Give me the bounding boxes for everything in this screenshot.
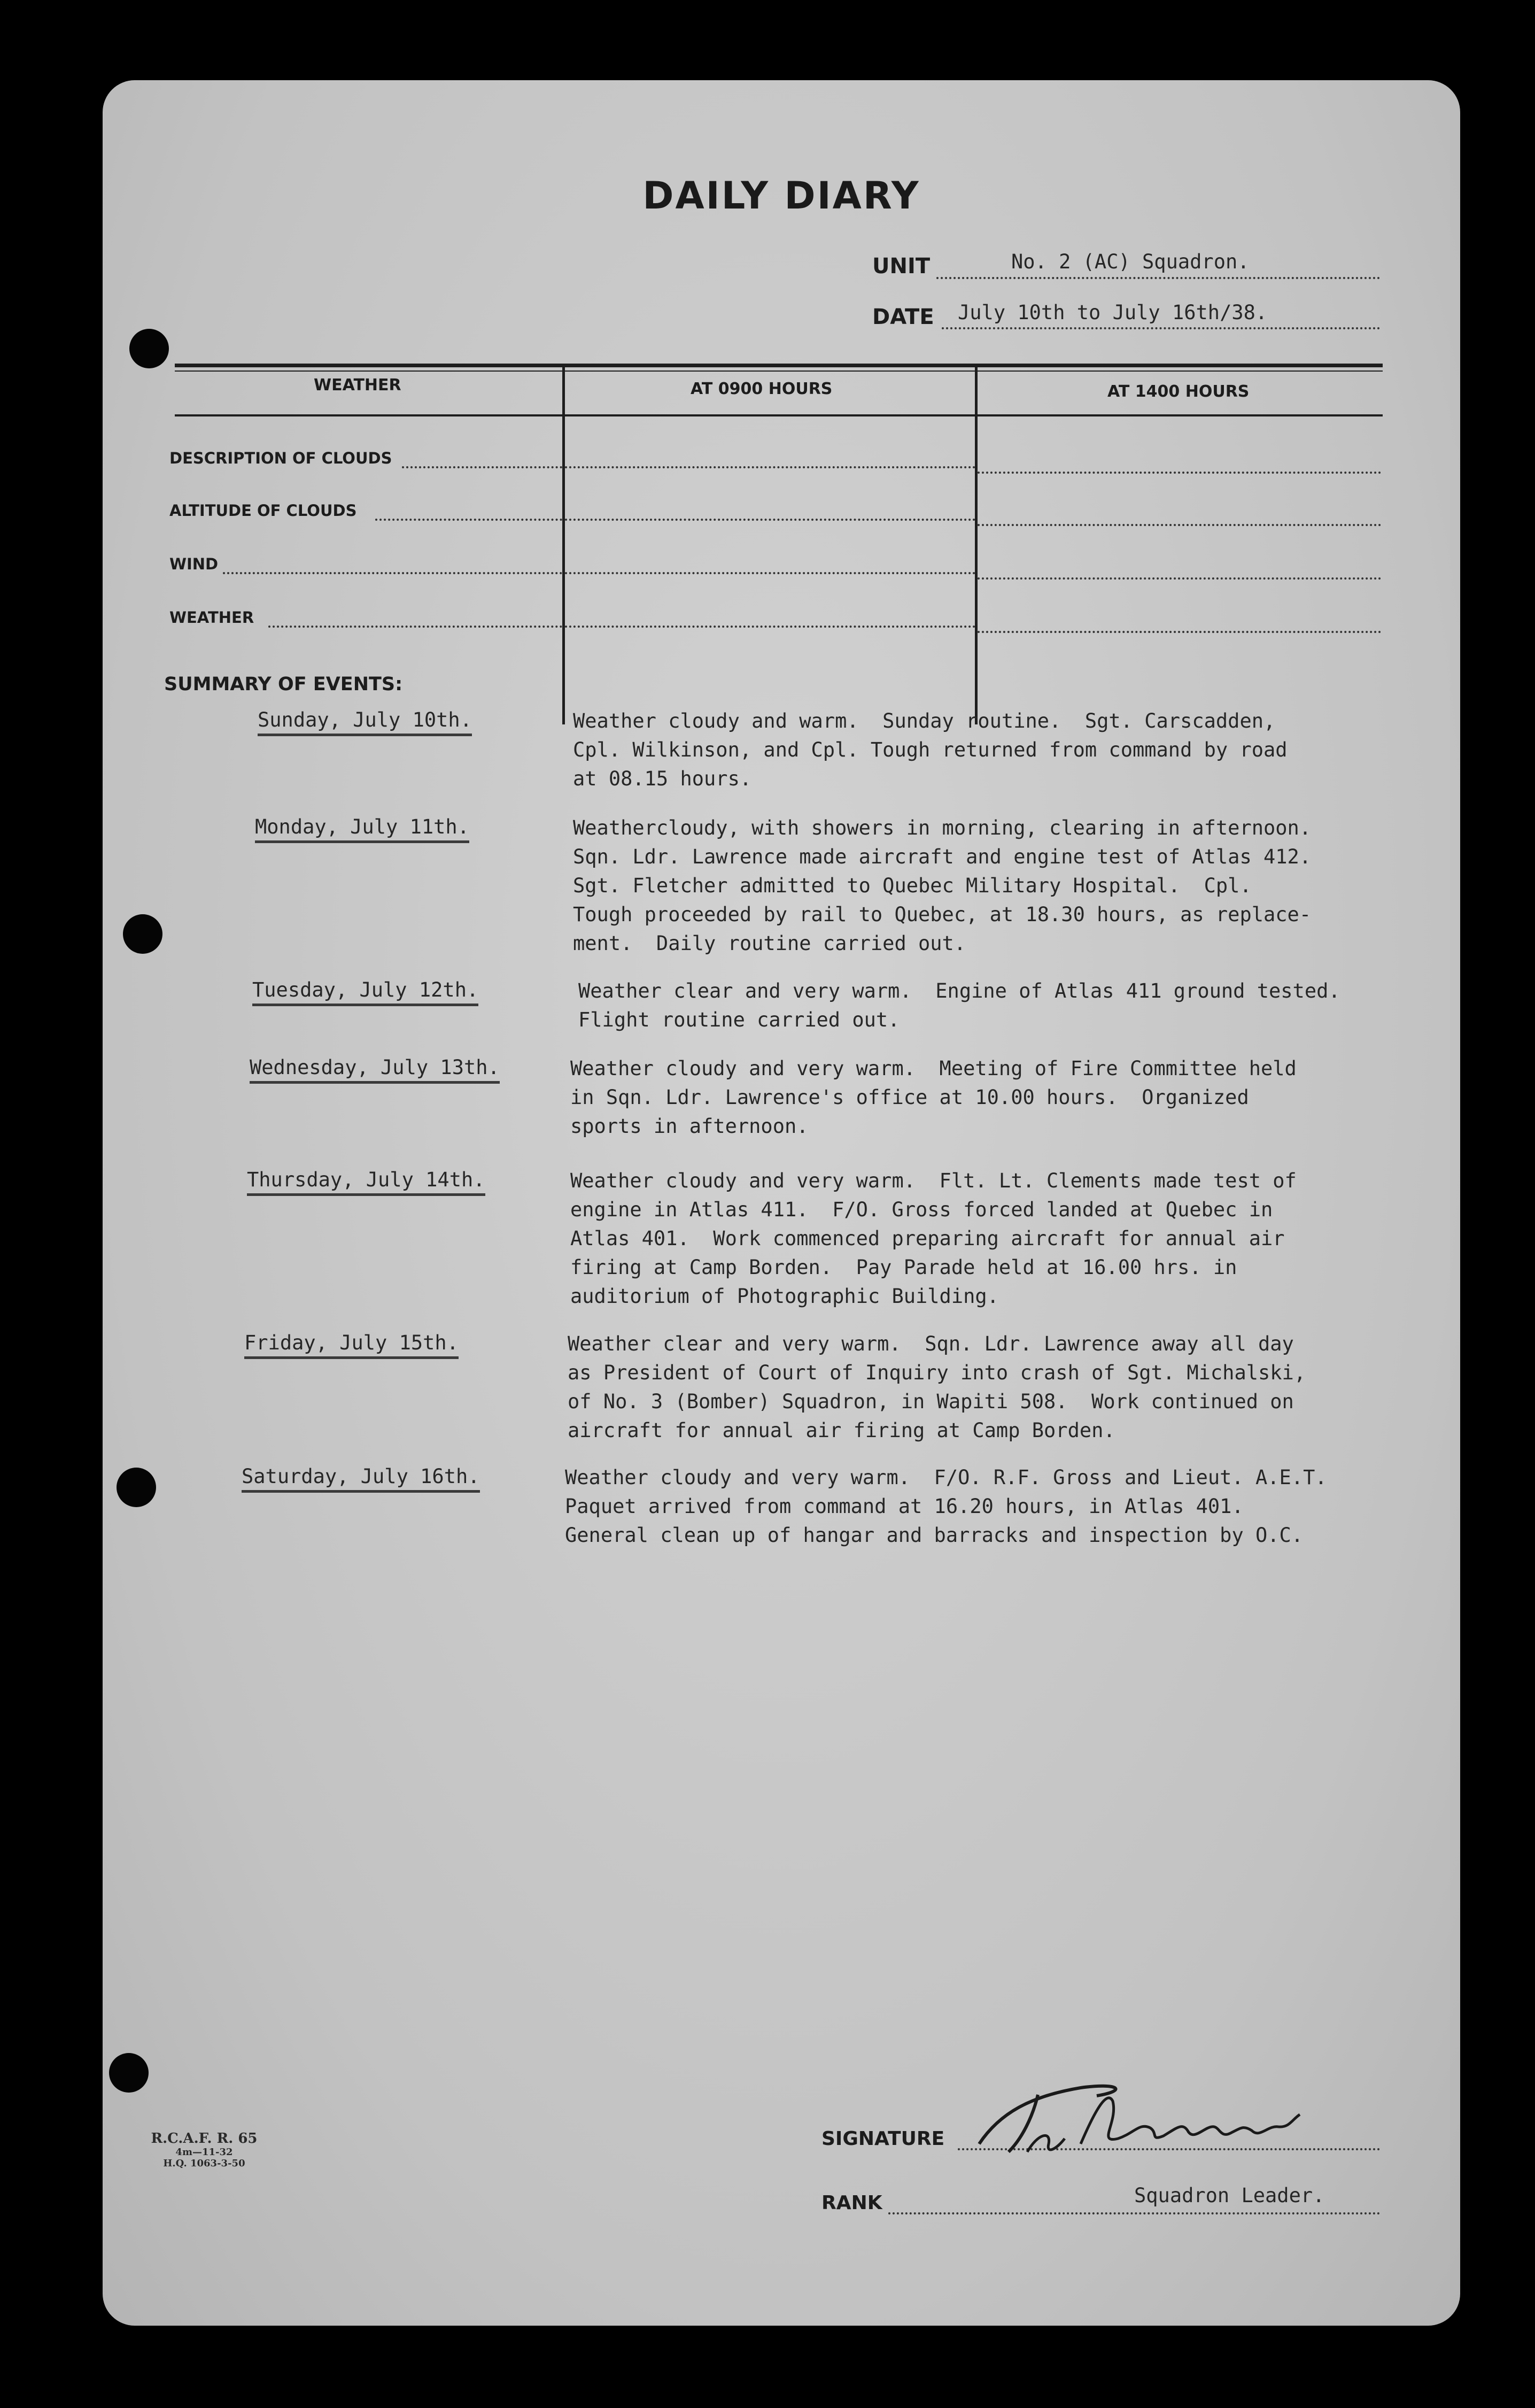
- row-label-weather: WEATHER: [169, 608, 254, 627]
- weather-col-header: WEATHER: [314, 376, 401, 395]
- unit-label: UNIT: [872, 254, 931, 279]
- row-label-altitude: ALTITUDE OF CLOUDS: [169, 501, 357, 520]
- entry-date: Wednesday, July 13th.: [250, 1056, 500, 1084]
- entry-text: Weather cloudy and very warm. Flt. Lt. Clements made test of engine in Atlas 411. F/O. Gross forced landed at Quebec in Atlas 401. Work commenced preparing aircraft for annual air firing at Camp Borden. Pay Parade held at 16.00 hrs. in auditorium of Photographic Building.: [570, 1169, 1297, 1308]
- entry-date: Friday, July 15th.: [244, 1331, 459, 1359]
- entry-text: Weather cloudy and warm. Sunday routine. Sgt. Carscadden, Cpl. Wilkinson, and Cpl. Tough returned from command by road at 08.15 hours.: [573, 709, 1288, 790]
- rank-label: RANK: [821, 2192, 882, 2214]
- entry-text: Weather cloudy and very warm. Meeting of Fire Committee held in Sqn. Ldr. Lawrence's office at 10.00 hours. Organized sports in afternoon.: [570, 1057, 1297, 1138]
- entry-text: Weather cloudy and very warm. F/O. R.F. Gross and Lieut. A.E.T. Paquet arrived from command at 16.20 hours, in Atlas 401. General clean up of hangar and barracks and inspection by O.C.: [565, 1466, 1327, 1547]
- diary-sheet: [103, 80, 1460, 2326]
- punch-hole: [123, 914, 162, 954]
- rank-line: [888, 2212, 1380, 2214]
- date-value: July 10th to July 16th/38.: [958, 301, 1268, 324]
- signature-label: SIGNATURE: [821, 2128, 945, 2150]
- summary-heading: SUMMARY OF EVENTS:: [164, 674, 403, 695]
- unit-value: No. 2 (AC) Squadron.: [1011, 250, 1250, 273]
- entry-date: Thursday, July 14th.: [247, 1168, 485, 1196]
- rank-value: Squadron Leader.: [1134, 2184, 1325, 2207]
- form-code: R.C.A.F. R. 65 4m—11-32 H.Q. 1063-3-50: [151, 2131, 258, 2169]
- col-1400-header: AT 1400 HOURS: [1107, 382, 1250, 401]
- entry-text: Weather clear and very warm. Sqn. Ldr. Lawrence away all day as President of Court of Inquiry into crash of Sgt. Michalski, of No. 3 (Bomber) Squadron, in Wapiti 508. Work continued on aircraft for annual air firing at Camp Borden.: [568, 1332, 1306, 1442]
- col-0900-header: AT 0900 HOURS: [691, 380, 833, 398]
- signature: [958, 2064, 1332, 2171]
- punch-hole: [117, 1468, 156, 1507]
- row-label-wind: WIND: [169, 555, 219, 573]
- entry-date: Monday, July 11th.: [255, 815, 469, 843]
- row-label-description: DESCRIPTION OF CLOUDS: [169, 449, 392, 467]
- unit-line: [936, 277, 1380, 279]
- page-title: DAILY DIARY: [642, 174, 920, 218]
- punch-hole: [109, 2053, 149, 2093]
- entry-text: Weathercloudy, with showers in morning, clearing in afternoon. Sqn. Ldr. Lawrence made aircraft and engine test of Atlas 412. Sgt. Fletcher admitted to Quebec Military Hospital. Cpl. Tough proceeded by rail to Quebec, at 18.30 hours, as replace- ment. Daily routine carried out.: [573, 816, 1312, 955]
- entry-date: Tuesday, July 12th.: [252, 978, 478, 1006]
- entry-date: Saturday, July 16th.: [242, 1465, 480, 1493]
- date-label: DATE: [872, 305, 934, 329]
- punch-hole: [129, 329, 169, 368]
- entry-text: Weather clear and very warm. Engine of Atlas 411 ground tested. Flight routine carried out.: [578, 979, 1340, 1031]
- entry-date: Sunday, July 10th.: [258, 708, 472, 736]
- date-line: [942, 327, 1380, 329]
